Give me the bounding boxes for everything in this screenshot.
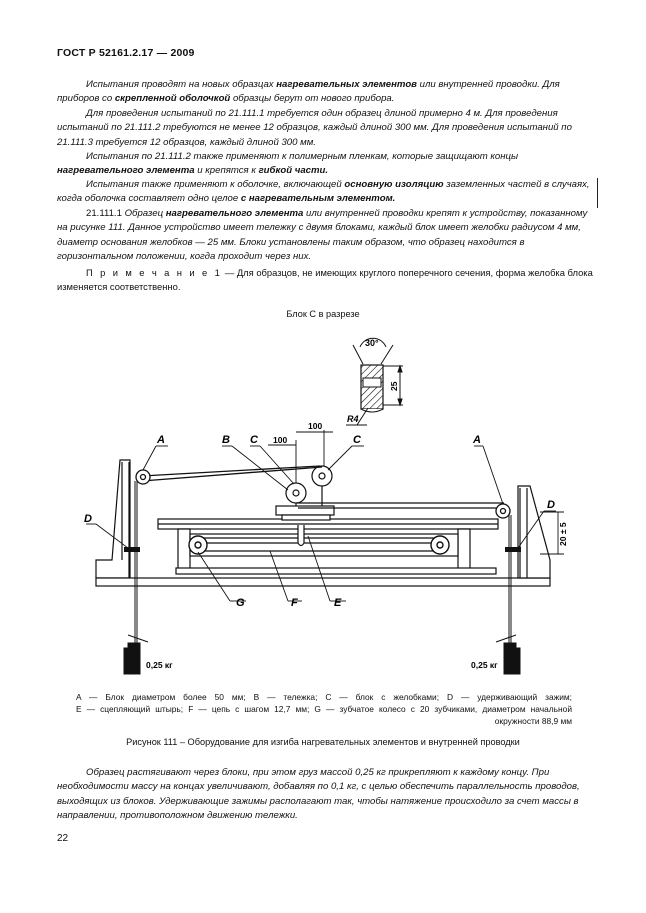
label-d-left: D bbox=[84, 513, 92, 525]
label-f: F bbox=[291, 597, 298, 609]
label-b: B bbox=[222, 434, 230, 446]
label-g: G bbox=[236, 597, 245, 609]
clamp-d-left bbox=[124, 547, 140, 552]
weight-left bbox=[124, 635, 148, 674]
label-dim-100-a: 100 bbox=[273, 435, 288, 445]
weight-right bbox=[496, 635, 520, 674]
legend-line-2: E — сцепляющий штырь; F — цепь с шагом 12,7 мм; G — зубчатое колесо с 20 зубчиками, диаметром начальной bbox=[76, 704, 572, 714]
pulley-a-right bbox=[496, 504, 510, 518]
pin-e bbox=[298, 525, 304, 546]
label-mass-left: 0,25 кг bbox=[146, 660, 173, 670]
legend-line-1: A — Блок диаметром более 50 мм; B — тележка; C — блок с желобками; D — удерживающий зажим; bbox=[76, 692, 572, 702]
label-e: E bbox=[334, 597, 342, 609]
note-1: П р и м е ч а н и е 1 — Для образцов, не имеющих круглого поперечного сечения, форма желобка блока изменяется соответственно. bbox=[57, 267, 593, 293]
label-dim-20: 20 ± 5 bbox=[558, 522, 568, 546]
label-a-right: A bbox=[473, 434, 481, 446]
legend-line-3: окружности 88,9 мм bbox=[494, 716, 572, 726]
paragraph-samples: Испытания проводят на новых образцах нагревательных элементов или внутренней проводки. Для приборов со скрепленной оболочкой образцы берут от нового прибора. bbox=[57, 79, 560, 105]
label-mass-right: 0,25 кг bbox=[471, 660, 498, 670]
label-angle: 30° bbox=[365, 338, 379, 348]
label-d-right: D bbox=[547, 499, 555, 511]
sprocket-right bbox=[431, 536, 449, 554]
paragraph-21-111-1: 21.111.1 Образец нагревательного элемента или внутренней проводки крепят к устройству, показанному на рисунке 111. Данное устройство имеет тележку с двумя блоками, каждый блок имеет желобки радиусом 4 мм, диаметр основания желобков — 25 мм. Блоки установлены таким образом, что образец находится в горизонтальном положении, когда проходит через них. bbox=[57, 208, 588, 263]
page-number: 22 bbox=[57, 833, 69, 844]
label-dim-25: 25 bbox=[389, 381, 399, 391]
paragraph-tension: Образец растягивают через блоки, при этом груз массой 0,25 кг прикрепляют к каждому концу. При необходимости массу на концах увеличивают, добавляя по 0,1 кг, с целью обеспечить параллельность проводов, выходящих из блоков. Удерживающие зажимы располагают так, чтобы натяжение происходило за счет массы в направлении, противоположном движению тележки. bbox=[57, 767, 580, 822]
paragraph-sheath: Испытания также применяют к оболочке, включающей основную изоляцию заземленных частей в случаях, когда оболочка составляет одно целое с нагревательным элементом. bbox=[57, 179, 590, 205]
label-c-right: C bbox=[353, 434, 361, 446]
block-section-title: Блок C в разрезе bbox=[286, 309, 360, 319]
label-dim-100-b: 100 bbox=[308, 421, 323, 431]
label-r4: R4 bbox=[347, 414, 359, 424]
paragraph-sample-lengths: Для проведения испытаний по 21.111.1 требуется один образец длиной примерно 4 м. Для проведения испытаний по 21.111.2 требуются не менее 12 образцов, каждый длиной 300 мм. Для проведения испытаний по 21.111.3 требуется 12 образцов, каждый длиной 300 мм. bbox=[57, 108, 572, 148]
figure-caption: Рисунок 111 – Оборудование для изгиба нагревательных элементов и внутренней проводки bbox=[126, 737, 520, 747]
paragraph-polymer-films: Испытания по 21.111.2 также применяют к полимерным пленкам, которые защищают концы нагревательного элемента и крепятся к гибкой части. bbox=[57, 151, 519, 177]
sprocket-left-g bbox=[189, 536, 207, 554]
document-header: ГОСТ Р 52161.2.17 — 2009 bbox=[57, 47, 195, 59]
label-a-left: A bbox=[157, 434, 165, 446]
margin-change-bar bbox=[597, 178, 598, 208]
label-c-left: C bbox=[250, 434, 258, 446]
pulley-a-left bbox=[136, 470, 150, 484]
figure-111-apparatus bbox=[0, 325, 646, 685]
